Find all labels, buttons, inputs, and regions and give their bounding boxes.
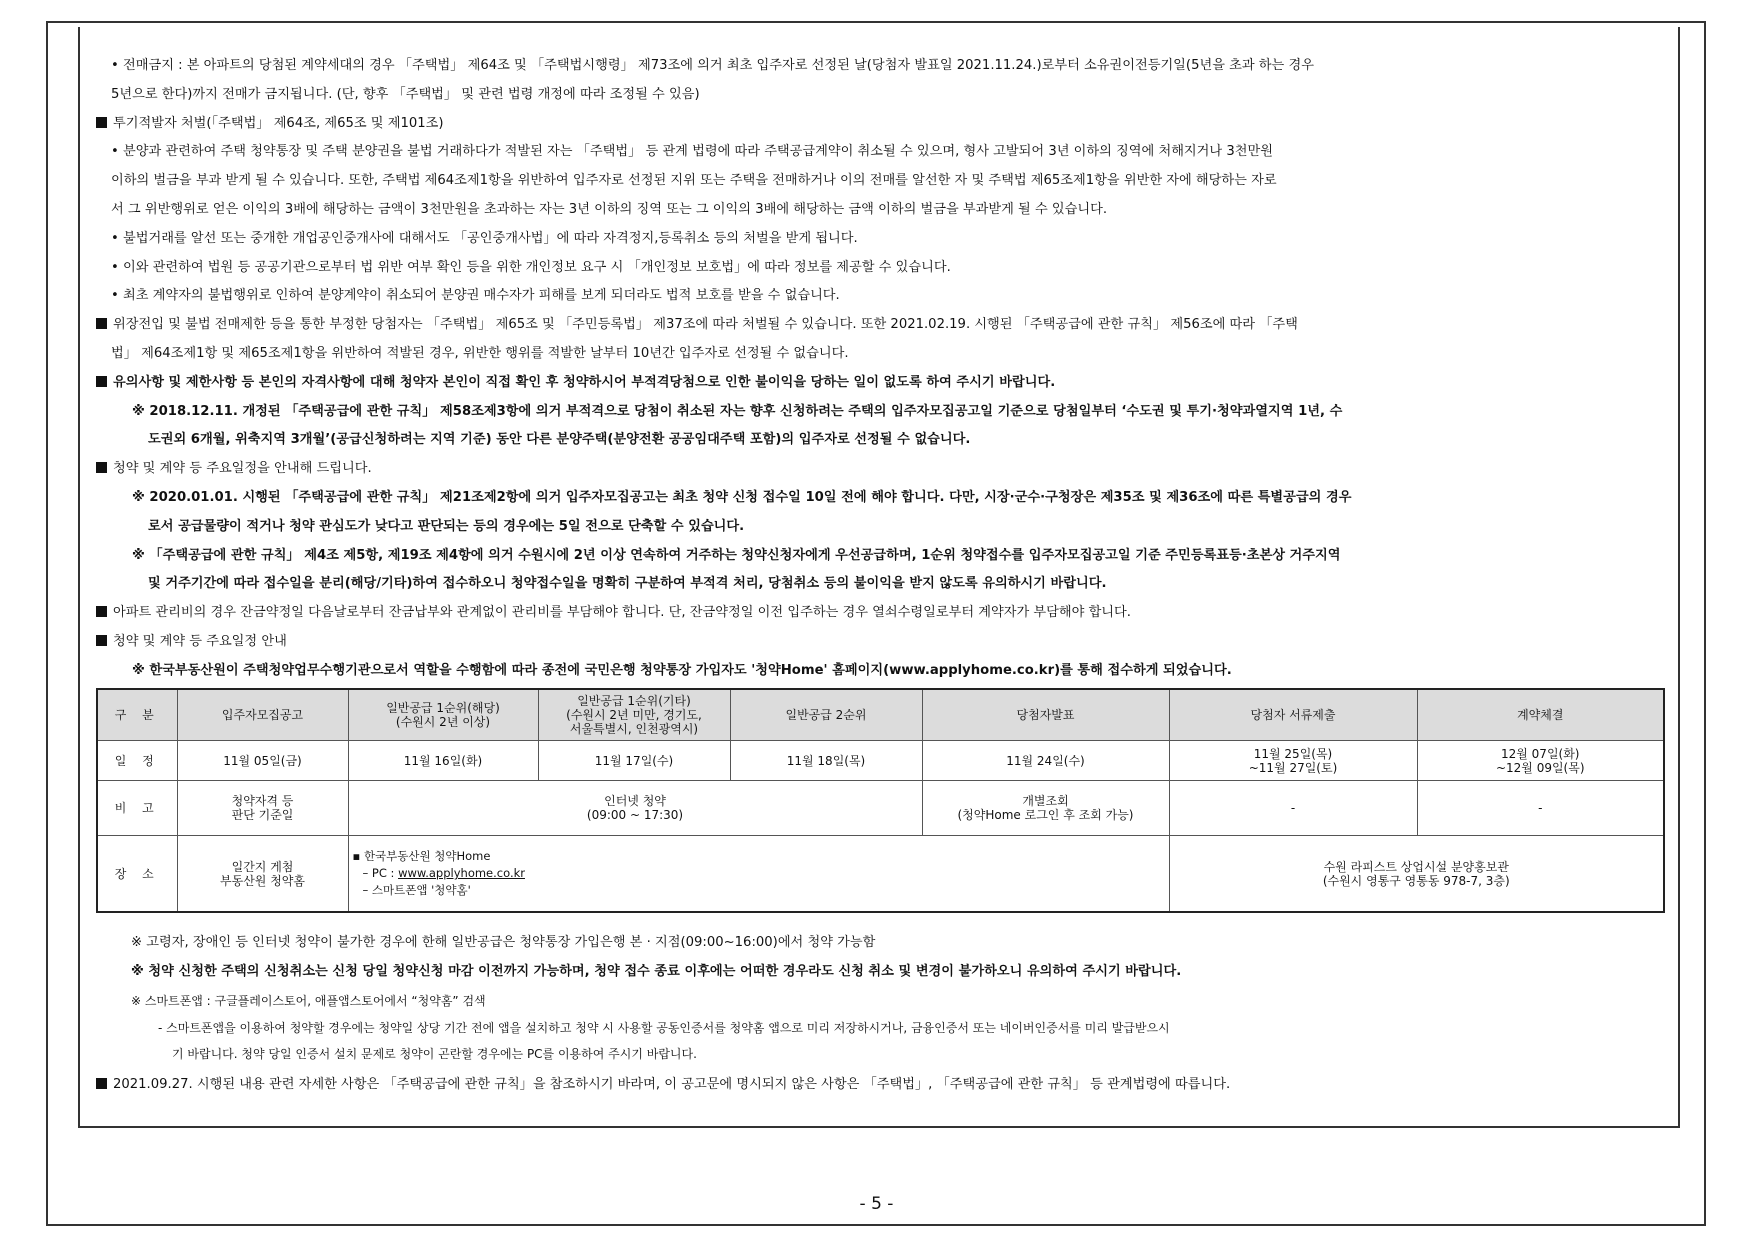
- priority-note-line-2: 및 거주기간에 따라 접수일을 분리(해당/기타)하여 접수하오니 청약접수일을 명확히 구분하여 부적격 처리, 당첨취소 등의 불이익을 받지 않도록 유의하시기 바랍니다.: [148, 576, 1107, 592]
- privacy-line: • 이와 관련하여 법원 등 공공기관으로부터 법 위반 여부 확인 등을 위한 개인정보 요구 시 「개인정보 보호법」에 따라 정보를 제공할 수 있습니다.: [111, 259, 951, 275]
- row-label: 비 고: [97, 781, 177, 836]
- announcement-note-line-1: ※ 2020.01.01. 시행된 「주택공급에 관한 규칙」 제21조제2항에 의거 입주자모집공고는 최초 청약 신청 접수일 10일 전에 해야 합니다. 다만, 시장·군수·구청장은 제35조 및 제36조에 따른 특별공급의 경우: [132, 489, 1352, 505]
- row-label: 일 정: [97, 741, 177, 781]
- header-cell: 입주자모집공고: [177, 689, 348, 741]
- notes-after-table: [96, 929, 1666, 1100]
- table-cell: 청약자격 등 판단 기준일: [177, 781, 348, 836]
- announcement-note-line-2: 로서 공급물량이 적거나 청약 관심도가 낮다고 판단되는 등의 경우에는 5일 전으로 단축할 수 있습니다.: [148, 518, 745, 534]
- header-cell: 일반공급 1순위(기타) (수원시 2년 미만, 경기도, 서울특별시, 인천광역시): [538, 689, 730, 741]
- table-cell: 수원 라피스트 상업시설 분양홍보관 (수원시 영통구 영통동 978-7, 3층): [1169, 836, 1664, 913]
- applyhome-link[interactable]: www.applyhome.co.kr: [398, 866, 525, 880]
- header-cell: 계약체결: [1417, 689, 1664, 741]
- ineligible-note-line-1: ※ 2018.12.11. 개정된 「주택공급에 관한 규칙」 제58조제3항에 의거 부적격으로 당첨이 취소된 자는 향후 신청하려는 주택의 입주자모집공고일 기준으로 당첨일부터 ‘수도권 및 투기·청약과열지역 1년, 수: [132, 403, 1343, 419]
- fake-address-line-1: 위장전입 및 불법 전매제한 등을 통한 부정한 당첨자는 「주택법」 제65조 및 「주민등록법」 제37조에 따라 처벌될 수 있습니다. 또한 2021.02.19. 시행된 「주택공급에 관한 규칙」 제56조에 따라 「주택: [96, 311, 1666, 340]
- priority-note-line-1: ※ 「주택공급에 관한 규칙」 제4조 제5항, 제19조 제4항에 의거 수원시에 2년 이상 연속하여 거주하는 청약신청자에게 우선공급하며, 1순위 청약접수를 입주자모집공고일 기준 주민등록표등·초본상 거주지역: [132, 547, 1341, 563]
- table-cell: 11월 18일(목): [730, 741, 922, 781]
- final-note: 2021.09.27. 시행된 내용 관련 자세한 사항은 「주택공급에 관한 규칙」을 참조하시기 바라며, 이 공고문에 명시되지 않은 사항은 「주택법」, 「주택공급에 관한 규칙」 등 관계법령에 따릅니다.: [96, 1071, 1666, 1100]
- table-cell: 12월 07일(화) ~12월 09일(목): [1417, 741, 1664, 781]
- resale-ban-line-2: 5년으로 한다)까지 전매가 금지됩니다. (단, 향후 「주택법」 및 관련 법령 개정에 따라 조정될 수 있음): [111, 86, 700, 102]
- table-cell: -: [1417, 781, 1664, 836]
- schedule-intro: 청약 및 계약 등 주요일정을 안내해 드립니다.: [96, 455, 1666, 484]
- header-cell: 일반공급 2순위: [730, 689, 922, 741]
- notice-body: [96, 52, 1666, 686]
- table-cell: 개별조회 (청약Home 로그인 후 조회 가능): [922, 781, 1169, 836]
- fake-address-line-2: 법」 제64조제1항 및 제65조제1항을 위반하여 적발된 경우, 위반한 행위를 적발한 날부터 10년간 입주자로 선정될 수 없습니다.: [111, 345, 849, 361]
- square-bullet-icon: [96, 606, 107, 617]
- header-cell: 일반공급 1순위(해당) (수원시 2년 이상): [348, 689, 538, 741]
- broker-line: • 불법거래를 알선 또는 중개한 개업공인중개사에 대해서도 「공인중개사법」에 따라 자격정지,등록취소 등의 처벌을 받게 됩니다.: [111, 230, 858, 246]
- smartphone-detail-1: - 스마트폰앱을 이용하여 청약할 경우에는 청약일 상당 기간 전에 앱을 설치하고 청약 시 사용할 공동인증서를 청약홈 앱으로 미리 저장하시거나, 금융인증서 또는 네이버인증서를 미리 발급받으시: [158, 1021, 1170, 1036]
- table-cell: 11월 05일(금): [177, 741, 348, 781]
- square-bullet-icon: [96, 635, 107, 646]
- row-label: 장 소: [97, 836, 177, 913]
- applyhome-note: ※ 한국부동산원이 주택청약업무수행기관으로서 역할을 수행함에 따라 종전에 국민은행 청약통장 가입자도 '청약Home' 홈페이지(www.applyhome.co.kr)를 통해 접수하게 되었습니다.: [132, 662, 1232, 678]
- smartphone-note: ※ 스마트폰앱 : 구글플레이스토어, 애플앱스토어에서 “청약홈” 검색: [131, 993, 486, 1008]
- speculation-line-2: 이하의 벌금을 부과 받게 될 수 있습니다. 또한, 주택법 제64조제1항을 위반하여 입주자로 선정된 지위 또는 주택을 전매하거나 이의 전매를 알선한 자 및 주택법 제65조제1항을 위반한 자에 해당하는 자로: [111, 173, 1277, 189]
- place-list-pc: – PC : www.applyhome.co.kr: [362, 866, 525, 880]
- table-row-note: [97, 781, 1664, 836]
- square-bullet-icon: [96, 1078, 107, 1089]
- table-cell: 11월 17일(수): [538, 741, 730, 781]
- cancel-note: ※ 청약 신청한 주택의 신청취소는 신청 당일 청약신청 마감 이전까지 가능하며, 청약 접수 종료 이후에는 어떠한 경우라도 신청 취소 및 변경이 불가하오니 유의하여 주시기 바랍니다.: [131, 963, 1182, 979]
- smartphone-detail-2: 기 바랍니다. 청약 당일 인증서 설치 문제로 청약이 곤란할 경우에는 PC를 이용하여 주시기 바랍니다.: [172, 1047, 697, 1062]
- table-cell: [348, 836, 1169, 913]
- schedule-table: [96, 688, 1665, 913]
- header-cell: 당첨자발표: [922, 689, 1169, 741]
- place-list-app: – 스마트폰앱 '청약홈': [362, 883, 471, 897]
- speculation-heading: 투기적발자 처벌(「주택법」 제64조, 제65조 및 제101조): [96, 110, 1666, 139]
- speculation-line-1: • 분양과 관련하여 주택 청약통장 및 주택 분양권을 불법 거래하다가 적발된 자는 「주택법」 등 관계 법령에 따라 주택공급계약이 취소될 수 있으며, 형사 고발되어 3년 이하의 징역에 처해지거나 3천만원: [111, 144, 1273, 160]
- resale-ban-line-1: • 전매금지 : 본 아파트의 당첨된 계약세대의 경우 「주택법」 제64조 및 「주택법시행령」 제73조에 의거 최초 입주자로 선정된 날(당첨자 발표일 2021.11.24.)로부터 소유권이전등기일(5년을 초과 하는 경우: [111, 58, 1314, 73]
- square-bullet-icon: [96, 318, 107, 329]
- square-bullet-icon: [96, 117, 107, 128]
- speculation-line-3: 서 그 위반행위로 얻은 이익의 3배에 해당하는 금액이 3천만원을 초과하는 자는 3년 이하의 징역 또는 그 이익의 3배에 해당하는 금액 이하의 벌금을 부과받게 될 수 있습니다.: [111, 201, 1108, 217]
- header-cell: 당첨자 서류제출: [1169, 689, 1417, 741]
- table-cell: 11월 24일(수): [922, 741, 1169, 781]
- place-list: [353, 848, 1165, 899]
- eligibility-heading: 유의사항 및 제한사항 등 본인의 자격사항에 대해 청약자 본인이 직접 확인 후 청약하시어 부적격당첨으로 인한 불이익을 당하는 일이 없도록 하여 주시기 바랍니다.: [96, 369, 1666, 398]
- table-cell: 일간지 게첨 부동산원 청약홈: [177, 836, 348, 913]
- place-list-title: ▪ 한국부동산원 청약Home: [352, 849, 491, 863]
- table-header-row: [97, 689, 1664, 741]
- square-bullet-icon: [96, 376, 107, 387]
- table-row-place: [97, 836, 1664, 913]
- table-row-schedule: [97, 741, 1664, 781]
- table-cell: -: [1169, 781, 1417, 836]
- table-cell: 11월 16일(화): [348, 741, 538, 781]
- table-cell: 11월 25일(목) ~11월 27일(토): [1169, 741, 1417, 781]
- schedule-heading: 청약 및 계약 등 주요일정 안내: [96, 628, 1666, 657]
- buyer-protection-line: • 최초 계약자의 불법행위로 인하여 분양계약이 취소되어 분양권 매수자가 피해를 보게 되더라도 법적 보호를 받을 수 없습니다.: [111, 288, 840, 304]
- table-cell: 인터넷 청약 (09:00 ~ 17:30): [348, 781, 922, 836]
- elderly-note: ※ 고령자, 장애인 등 인터넷 청약이 불가한 경우에 한해 일반공급은 청약통장 가입은행 본 · 지점(09:00~16:00)에서 청약 가능함: [131, 935, 876, 950]
- square-bullet-icon: [96, 462, 107, 473]
- header-cell: 구 분: [97, 689, 177, 741]
- ineligible-note-line-2: 도권외 6개월, 위축지역 3개월’(공급신청하려는 지역 기준) 동안 다른 분양주택(분양전환 공공임대주택 포함)의 입주자로 선정될 수 없습니다.: [148, 432, 971, 448]
- maintenance-fee-line: 아파트 관리비의 경우 잔금약정일 다음날로부터 잔금납부와 관계없이 관리비를 부담해야 합니다. 단, 잔금약정일 이전 입주하는 경우 열쇠수령일로부터 계약자가 부담해야 합니다.: [96, 599, 1666, 628]
- page-number: - 5 -: [859, 1194, 894, 1214]
